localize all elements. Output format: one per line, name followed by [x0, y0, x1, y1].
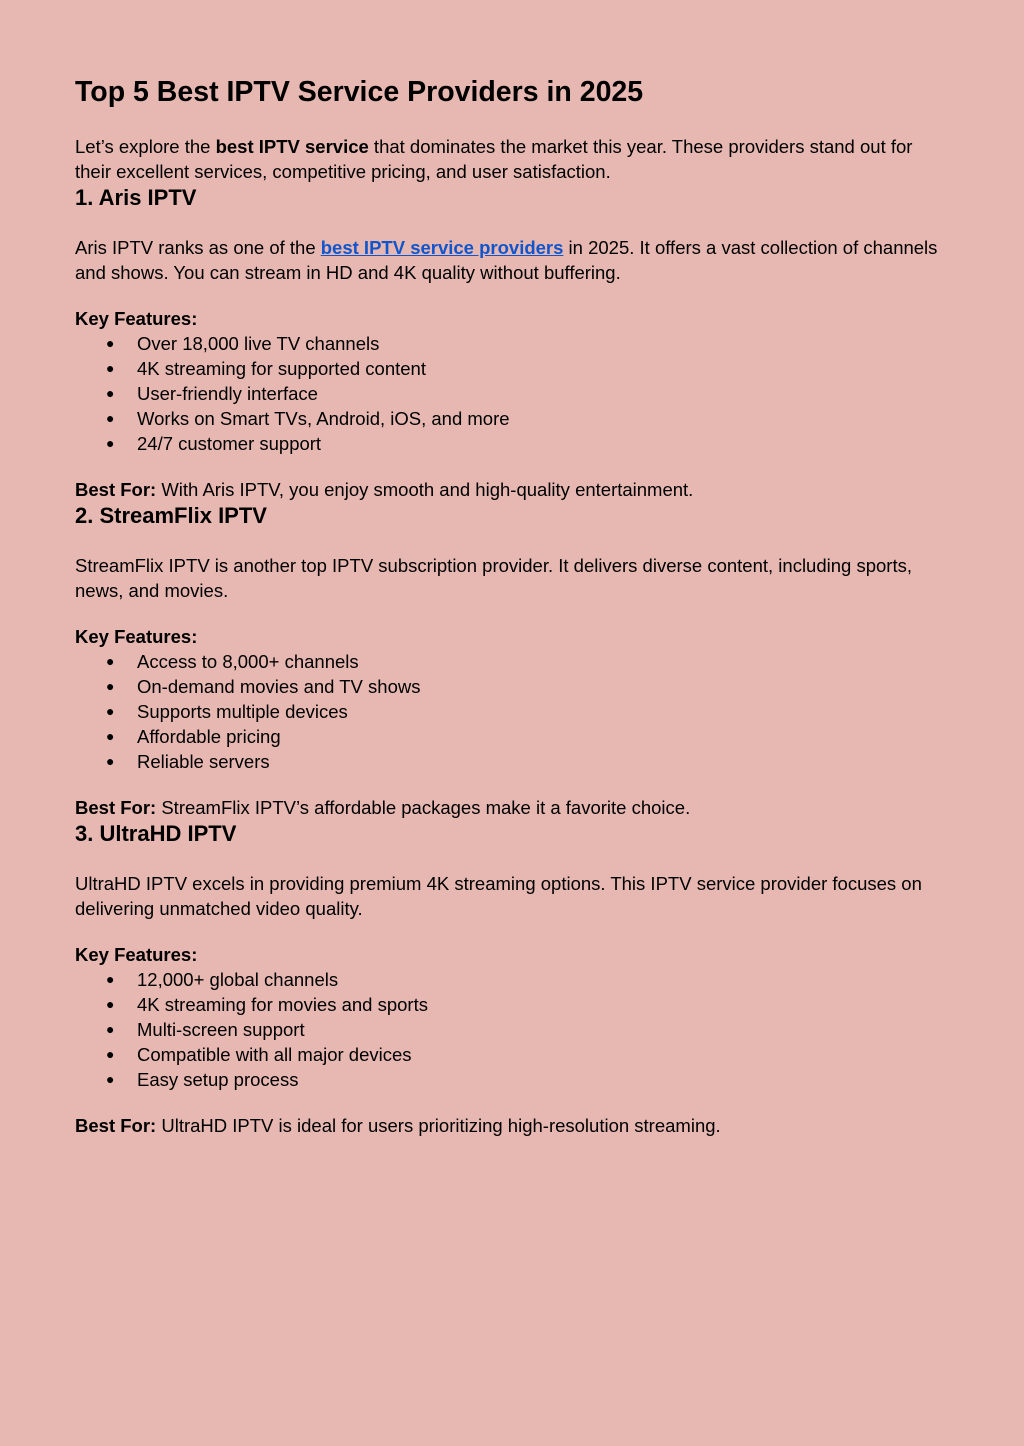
bullet-icon: ● [106, 435, 115, 451]
description-text-after: in 2025. It offers a vast collection of channels and shows. You can stream in HD and 4K quality without buffering. [75, 237, 938, 283]
list-item-text: Affordable pricing [137, 726, 281, 747]
bullet-icon: ● [106, 1021, 115, 1037]
bullet-icon: ● [106, 1046, 115, 1062]
list-item [106, 699, 949, 724]
intro-paragraph [75, 134, 949, 184]
key-features-label-text: Key Features: [75, 944, 198, 965]
list-item [106, 649, 949, 674]
list-item [106, 724, 949, 749]
list-item [106, 967, 949, 992]
section-description-ultrahd: UltraHD IPTV excels in providing premium 4K streaming options. This IPTV service provider focuses on delivering unmatched video quality. [75, 873, 922, 919]
key-features-label-text: Key Features: [75, 308, 198, 329]
intro-text-after: that dominates the market this year. These providers stand out for their excellent services, competitive pricing, and user satisfaction. [75, 136, 913, 182]
list-item-text: Supports multiple devices [137, 701, 348, 722]
list-item-text: User-friendly interface [137, 383, 318, 404]
page-title: Top 5 Best IPTV Service Providers in 2025 [75, 76, 644, 108]
intro-text-before: Let’s explore the [75, 136, 216, 157]
bullet-icon: ● [106, 653, 115, 669]
list-item-text: Multi-screen support [137, 1019, 305, 1040]
feature-list-ultrahd [75, 967, 949, 1092]
description-text-before: Aris IPTV ranks as one of the [75, 237, 321, 258]
key-features-label-aris [75, 306, 949, 331]
section-heading-aris: 1. Aris IPTV [75, 185, 197, 210]
list-item [106, 381, 949, 406]
section-heading-streamflix: 2. StreamFlix IPTV [75, 503, 267, 528]
best-for-text: With Aris IPTV, you enjoy smooth and high-quality entertainment. [156, 479, 694, 500]
best-for-label: Best For: [75, 1115, 157, 1136]
list-item-text: Compatible with all major devices [137, 1044, 412, 1065]
list-item [106, 356, 949, 381]
list-item-text: On-demand movies and TV shows [137, 676, 421, 697]
list-item [106, 331, 949, 356]
feature-list-aris [75, 331, 949, 456]
list-item [106, 992, 949, 1017]
section-heading-ultrahd: 3. UltraHD IPTV [75, 821, 237, 846]
bullet-icon: ● [106, 996, 115, 1012]
bullet-icon: ● [106, 1071, 115, 1087]
bullet-icon: ● [106, 385, 115, 401]
bullet-icon: ● [106, 728, 115, 744]
list-item [106, 406, 949, 431]
bullet-icon: ● [106, 335, 115, 351]
key-features-label-text: Key Features: [75, 626, 198, 647]
list-item [106, 674, 949, 699]
list-item-text: 4K streaming for movies and sports [137, 994, 428, 1015]
list-item [106, 1042, 949, 1067]
bullet-icon: ● [106, 753, 115, 769]
best-for-label: Best For: [75, 797, 157, 818]
best-iptv-providers-link[interactable]: best IPTV service providers [320, 237, 564, 258]
feature-list-streamflix [75, 649, 949, 774]
key-features-label-streamflix [75, 624, 949, 649]
section-description-streamflix: StreamFlix IPTV is another top IPTV subscription provider. It delivers diverse content, including sports, news, and movies. [75, 555, 912, 601]
bullet-icon: ● [106, 971, 115, 987]
list-item-text: 12,000+ global channels [137, 969, 339, 990]
bullet-icon: ● [106, 678, 115, 694]
bullet-icon: ● [106, 703, 115, 719]
list-item-text: Works on Smart TVs, Android, iOS, and more [137, 408, 510, 429]
list-item-text: Reliable servers [137, 751, 270, 772]
best-for-text: StreamFlix IPTV’s affordable packages make it a favorite choice. [156, 797, 691, 818]
list-item-text: 24/7 customer support [137, 433, 322, 454]
section-description-aris [75, 235, 949, 285]
list-item-text: 4K streaming for supported content [137, 358, 426, 379]
bullet-icon: ● [106, 410, 115, 426]
list-item-text: Access to 8,000+ channels [137, 651, 359, 672]
best-for-streamflix [75, 795, 949, 820]
best-for-text: UltraHD IPTV is ideal for users prioritizing high-resolution streaming. [156, 1115, 721, 1136]
best-for-label: Best For: [75, 479, 157, 500]
best-for-ultrahd [75, 1113, 949, 1138]
intro-bold-text: best IPTV service [215, 136, 369, 157]
bullet-icon: ● [106, 360, 115, 376]
list-item-text: Over 18,000 live TV channels [137, 333, 380, 354]
list-item [106, 749, 949, 774]
list-item-text: Easy setup process [137, 1069, 299, 1090]
list-item [106, 431, 949, 456]
key-features-label-ultrahd [75, 942, 949, 967]
best-for-aris [75, 477, 949, 502]
list-item [106, 1017, 949, 1042]
list-item [106, 1067, 949, 1092]
